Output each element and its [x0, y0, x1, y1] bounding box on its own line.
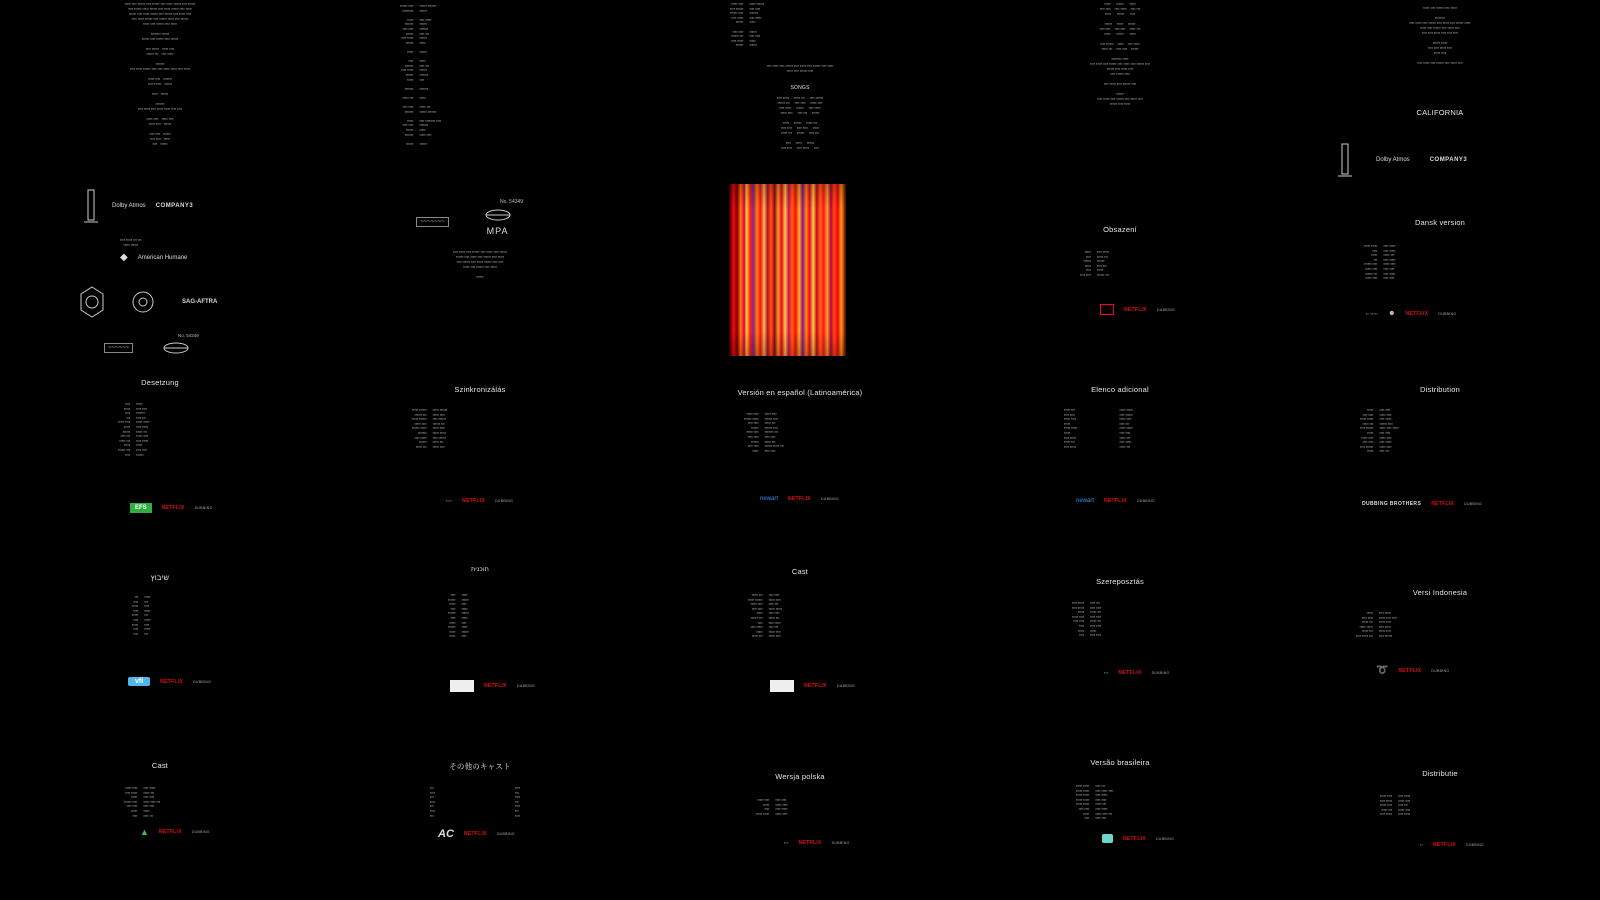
- vendor-logo: ▪▪▪▪: [446, 499, 453, 503]
- dubbing-label: DUBBING: [836, 684, 855, 688]
- credits-paragraph: ▪▪▪▪▪ ▪▪▪▪ ▪▪▪▪▪▪ ▪▪▪▪ ▪▪▪▪▪ ▪▪▪▪▪▪▪▪ ▪▪▪▪ ▪▪▪▪▪ ▪▪▪▪ ▪▪▪▪▪▪ ▪▪▪▪ ▪▪▪▪▪ ▪▪▪▪ ▪▪▪▪▪▪ ▪▪▪▪▪ ▪▪▪▪▪ ▪▪▪▪ ▪▪▪▪▪▪ ▪▪▪▪ ▪▪▪▪▪ ▪▪▪▪ ▪▪▪▪ ▪▪▪▪ ▪▪▪▪▪ ▪▪▪▪ ▪▪▪▪ ▪▪▪▪ ▪▪▪▪▪▪ ▪▪▪▪▪ ▪▪▪▪ ▪▪▪▪ ▪▪▪▪▪ ▪▪▪▪ ▪▪▪▪▪ ▪▪▪▪ ▪▪▪▪ ▪▪▪▪▪ ▪▪▪▪ ▪▪▪▪▪▪ ▪▪▪▪ ▪▪▪▪▪ ▪▪▪▪: [1409, 6, 1471, 65]
- dolby-logo: Dolby Atmos: [112, 203, 146, 209]
- credit-list: ▪▪▪▪▪ ▪▪▪▪ ▪▪▪▪▪ ▪▪▪▪ ▪▪▪▪▪ ▪▪▪▪▪ ▪▪▪▪ ▪▪▪▪ ▪▪▪▪▪ ▪▪▪▪ ▪▪▪▪ ▪▪▪▪▪ ▪▪▪▪▪ ▪▪▪▪: [756, 798, 788, 816]
- panel-title: תוכנית: [471, 567, 489, 573]
- newart-logo: newart: [760, 496, 779, 502]
- credits-panel-cast: [640, 555, 960, 725]
- globe-seal-icon: [163, 342, 189, 354]
- netflix-logo: NETFLIX: [1104, 498, 1127, 504]
- california-logo: CALIFORNIA: [1416, 108, 1464, 117]
- signature-logo: ~~~~~~~: [416, 217, 449, 227]
- panel-logos: [784, 840, 850, 846]
- iatse-seal-icon: [80, 286, 104, 318]
- legal-disclaimer: ▪▪▪▪ ▪▪▪▪▪ ▪▪▪▪ ▪▪▪▪▪▪ ▪▪▪▪ ▪▪▪▪▪ ▪▪▪▪ ▪▪▪▪▪▪ ▪▪▪▪▪▪ ▪▪▪▪ ▪▪▪▪▪ ▪▪▪▪ ▪▪▪▪▪▪ ▪▪▪▪ ▪▪▪▪▪ ▪▪▪▪ ▪▪▪▪▪▪ ▪▪▪▪ ▪▪▪▪▪ ▪▪▪▪▪▪ ▪▪▪▪ ▪▪▪▪ ▪▪▪▪▪ ▪▪▪▪ ▪▪▪▪▪▪ ▪▪▪▪ ▪▪▪▪▪ ▪▪▪▪▪▪: [453, 250, 507, 279]
- credits-panel-distributie: [1280, 740, 1600, 900]
- credits-grid: ▪▪▪▪▪ ▪▪▪▪▪▪ ▪▪▪▪▪ ▪▪▪▪ ▪▪▪▪ ▪▪▪▪ ▪▪▪▪▪ ▪▪▪▪ ▪▪▪ ▪▪▪▪▪ ▪▪▪▪▪▪ ▪▪▪▪ ▪▪▪▪▪▪ ▪▪▪▪▪ ▪▪▪▪▪▪ ▪▪▪▪ ▪▪▪▪ ▪▪▪▪ ▪▪▪▪ ▪▪▪▪▪ ▪▪▪ ▪▪▪▪▪ ▪▪▪▪▪▪ ▪▪▪▪▪ ▪▪▪▪ ▪▪▪▪▪▪ ▪▪▪▪▪ ▪▪▪▪ ▪▪▪▪▪ ▪▪▪▪▪ ▪▪▪ ▪▪▪▪ ▪▪▪▪ ▪▪▪▪▪▪ ▪▪▪▪▪▪▪▪ ▪▪▪▪▪ ▪▪▪▪ ▪▪▪▪▪ ▪▪▪▪ ▪▪▪▪▪▪ ▪▪▪▪ ▪▪▪▪▪ ▪▪▪▪ ▪▪▪▪▪▪ ▪▪▪▪ ▪▪▪▪▪▪ ▪▪▪▪ ▪▪▪▪▪ ▪▪▪▪ ▪▪▪▪ ▪▪▪▪▪▪ ▪▪▪▪ ▪▪▪▪ ▪▪▪▪▪ ▪▪▪▪ ▪▪▪▪▪▪ ▪▪▪▪ ▪▪▪▪▪▪ ▪▪▪▪ ▪▪▪▪▪ ▪▪▪▪ ▪▪▪▪▪▪ ▪▪▪▪ ▪▪▪▪▪ ▪▪▪▪ ▪▪▪▪▪▪ ▪▪▪▪ ▪▪▪▪▪: [1090, 2, 1150, 106]
- panel-title: Distributie: [1422, 769, 1458, 778]
- panel-title: Cast: [151, 761, 169, 770]
- panel-title: Elenco adicional: [1091, 385, 1149, 394]
- dubbing-label: DUBBING: [1431, 668, 1450, 673]
- logo-row-bottom: [104, 342, 189, 354]
- credits-panel-espanol: [640, 370, 960, 545]
- diamond-icon: ◆: [120, 252, 128, 263]
- dubbing-label: DUBBING: [820, 497, 839, 501]
- netflix-logo: NETFLIX: [160, 678, 184, 685]
- panel-title: Versi Indonesia: [1412, 588, 1468, 597]
- dubbing-label: DUBBING: [193, 679, 212, 684]
- mpa-logo: MPA: [486, 226, 509, 236]
- credits-panel-1: [0, 0, 320, 360]
- company3-logo: COMPANY3: [1429, 157, 1468, 163]
- credits-panel-desetzung: [0, 370, 320, 545]
- credits-panel-elenco: [960, 370, 1280, 545]
- certificate-number: No. 54349: [500, 199, 524, 205]
- netflix-logo: NETFLIX: [463, 831, 487, 837]
- dubbing-label: DUBBING: [831, 841, 850, 845]
- swirl-logo-icon: ➰: [1376, 665, 1389, 676]
- credit-list: ▪▪▪▪▪ ▪▪▪ ▪▪▪▪ ▪▪▪▪ ▪▪▪▪▪ ▪▪▪▪ ▪▪▪▪▪ ▪▪▪▪▪ ▪▪▪▪▪ ▪▪▪▪▪ ▪▪▪▪ ▪▪▪▪▪ ▪▪▪▪▪ ▪▪▪ ▪▪▪▪ ▪▪▪▪▪ ▪▪▪▪▪ ▪▪▪▪▪ ▪▪▪▪ ▪▪▪▪▪▪ ▪▪▪▪▪ ▪▪▪▪ ▪▪▪▪ ▪▪▪ ▪▪▪▪▪ ▪▪▪▪▪ ▪▪▪▪ ▪▪▪▪ ▪▪▪▪▪ ▪▪▪ ▪▪▪▪ ▪▪▪▪▪ ▪▪▪▪▪ ▪▪▪: [1064, 408, 1133, 449]
- dubbing-label: DUBBING: [1464, 502, 1483, 506]
- credit-list: ▪▪▪▪▪ ▪▪▪▪▪▪ ▪▪▪▪▪▪ ▪▪▪ ▪▪▪▪▪ ▪▪▪▪▪▪ ▪▪▪▪▪ ▪▪▪▪ ▪▪▪▪▪▪ ▪▪▪▪▪ ▪▪▪▪▪▪▪ ▪▪▪▪ ▪▪▪▪▪ ▪▪▪▪▪▪ ▪▪▪▪▪ ▪▪▪ ▪▪▪▪▪ ▪▪▪▪▪▪ ▪▪▪▪▪ ▪▪▪▪ ▪▪▪▪ ▪▪▪▪▪▪ ▪▪▪▪▪▪ ▪▪▪ ▪▪▪▪▪ ▪▪▪▪ ▪▪▪▪▪ ▪▪▪▪▪ ▪▪▪▪ ▪▪▪▪▪▪ ▪▪▪▪▪ ▪▪▪ ▪▪▪▪▪ ▪▪▪▪: [412, 408, 448, 449]
- songs-list: ▪▪▪▪ ▪▪▪▪▪ ▪▪▪▪▪ ▪▪▪ ▪▪▪▪ ▪▪▪▪▪▪ ▪▪▪▪▪▪ ▪▪▪ ▪▪▪▪ ▪▪▪▪ ▪▪▪▪▪ ▪▪▪▪ ▪▪▪▪ ▪▪▪▪▪ ▪▪▪▪▪▪ ▪▪▪▪ ▪▪▪▪▪ ▪▪▪▪▪ ▪▪▪▪ ▪▪▪▪ ▪▪▪ ▪▪▪▪▪▪ ▪▪▪▪▪ ▪▪▪▪▪▪ ▪▪▪▪▪ ▪▪▪ ▪▪▪▪ ▪▪▪▪ ▪▪▪▪ ▪▪▪▪ ▪▪▪▪▪ ▪▪▪▪▪ ▪▪▪ ▪▪▪▪▪▪ ▪▪▪▪ ▪▪▪ ▪▪▪▪ ▪▪▪▪▪ ▪▪▪▪▪▪ ▪▪▪▪ ▪▪▪▪ ▪▪▪▪ ▪▪▪▪▪ ▪▪▪▪: [776, 96, 824, 150]
- vendor-logo: ▪▪▪: [1104, 671, 1109, 675]
- dubbing-label: DUBBING: [516, 684, 535, 688]
- dubbing-label: DUBBING: [496, 832, 515, 836]
- tower-logo-icon: [80, 188, 102, 224]
- dubbing-label: DUBBING: [1466, 843, 1485, 847]
- panel-logos: [128, 677, 211, 686]
- netflix-logo: NETFLIX: [1431, 501, 1455, 507]
- newart-logo: newart: [1076, 498, 1095, 504]
- signature-logo: ~~~~~~: [104, 343, 133, 353]
- logo-row: [416, 208, 511, 236]
- vendor-logo-box: [450, 680, 474, 692]
- netflix-logo: NETFLIX: [1433, 842, 1457, 848]
- credit-list: ▪▪▪▪▪ ▪▪▪▪ ▪▪▪▪ ▪▪▪▪▪ ▪▪▪▪▪ ▪▪▪▪▪ ▪▪▪ ▪▪▪▪ ▪▪▪▪▪▪ ▪▪▪▪▪ ▪▪▪▪▪ ▪▪▪▪ ▪▪▪▪ ▪▪▪▪ ▪▪▪▪ ▪▪▪▪▪▪ ▪▪▪▪▪ ▪▪▪▪ ▪▪▪▪ ▪▪▪▪▪ ▪▪▪▪ ▪▪▪▪ ▪▪▪▪▪ ▪▪▪▪▪▪ ▪▪▪▪ ▪▪▪▪▪ ▪▪▪▪ ▪▪▪▪▪ ▪▪▪▪ ▪▪▪▪ ▪▪▪▪▪ ▪▪▪▪ ▪▪▪▪ ▪▪▪▪▪ ▪▪▪▪▪ ▪▪▪▪ ▪▪▪▪ ▪▪▪: [1360, 408, 1399, 454]
- credit-list: ▪▪▪▪ ▪▪▪▪▪▪ ▪▪▪▪▪ ▪▪▪▪ ▪▪▪▪▪▪ ▪▪▪▪ ▪▪▪▪▪ ▪▪▪▪▪▪ ▪▪▪▪▪ ▪▪▪▪▪ ▪▪▪▪▪ ▪▪▪▪▪▪ ▪▪▪▪ ▪▪▪▪▪ ▪▪▪▪▪▪ ▪▪▪▪▪ ▪▪▪▪ ▪▪▪▪▪ ▪▪▪▪▪▪ ▪▪▪▪: [448, 593, 469, 639]
- credits-panel-japanese: [320, 740, 640, 900]
- netflix-logo: NETFLIX: [1398, 667, 1422, 674]
- credits-panel-4: [960, 0, 1280, 360]
- panel-logos: [450, 680, 535, 692]
- logo-row-1: [80, 188, 193, 224]
- panel-logos: [130, 503, 213, 513]
- netflix-logo: NETFLIX: [462, 498, 486, 504]
- dubbing-label: DUBBING: [191, 830, 210, 834]
- credits-panel-distribution: [1280, 370, 1600, 545]
- panel-logos: [1100, 304, 1175, 315]
- globe-seal-icon: [485, 209, 511, 221]
- netflix-logo: NETFLIX: [788, 496, 811, 502]
- panel-title: Szinkronizálás: [454, 385, 506, 394]
- light-streak-image: [729, 184, 846, 356]
- credits-panel-program: [320, 555, 640, 725]
- panel-title: Distribution: [1420, 385, 1460, 394]
- credits-panel-cast-2: [0, 740, 320, 900]
- credits-panel-5: [1280, 0, 1600, 360]
- vendor-logo-box: [770, 680, 794, 692]
- vendor-logo: ▪▪: [1420, 843, 1424, 847]
- dubbing-label: DUBBING: [194, 506, 213, 510]
- credits-paragraph: ▪▪▪▪ ▪▪▪▪▪ ▪▪▪▪ ▪▪▪▪▪▪ ▪▪▪▪ ▪▪▪▪▪ ▪▪▪▪ ▪▪▪▪▪▪ ▪▪▪▪ ▪▪▪▪▪ ▪▪▪▪▪ ▪▪▪▪ ▪▪▪▪▪▪ ▪▪▪▪: [766, 64, 834, 73]
- dubbing-label: DUBBING: [1438, 311, 1457, 316]
- netflix-logo: NETFLIX: [1118, 670, 1142, 676]
- vendor-logo: ▪▪▪: [784, 841, 789, 845]
- panel-logos: [1362, 501, 1482, 507]
- panel-title: Desetzung: [141, 378, 179, 387]
- sag-aftra-logo: SAG-AFTRA: [182, 299, 218, 305]
- logo-row-unions: [80, 286, 217, 318]
- company3-logo: COMPANY3: [155, 203, 194, 209]
- credit-list: ▪▪▪▪ ▪▪▪▪▪ ▪▪▪▪ ▪▪▪▪▪ ▪▪▪▪▪ ▪▪▪▪▪ ▪▪▪▪ ▪▪▪▪ ▪▪▪▪ ▪▪▪▪ ▪▪▪▪▪ ▪▪▪▪ ▪▪▪▪ ▪▪▪ ▪▪▪▪ ▪▪▪▪ ▪▪▪▪▪ ▪▪▪ ▪▪▪▪ ▪▪▪▪ ▪▪▪▪▪ ▪▪▪ ▪▪▪▪ ▪▪▪▪ ▪▪▪▪▪ ▪▪▪▪ ▪▪▪▪: [1072, 601, 1102, 638]
- ac-logo: AC: [438, 828, 454, 840]
- credit-list: ▪▪▪▪▪ ▪▪▪▪▪ ▪▪▪▪ ▪▪▪▪▪ ▪▪▪ ▪▪▪▪▪▪ ▪▪▪▪ ▪▪▪▪▪ ▪▪▪▪ ▪▪▪▪▪▪ ▪▪▪ ▪▪▪▪▪ ▪▪▪▪ ▪▪▪▪ ▪▪▪▪▪ ▪▪▪▪ ▪▪▪▪▪ ▪▪▪▪▪ ▪▪▪ ▪▪▪▪ ▪▪▪▪▪ ▪▪▪▪▪ ▪▪▪▪ ▪▪▪▪ ▪▪▪▪ ▪▪▪▪ ▪▪▪▪▪ ▪▪▪▪ ▪▪▪▪: [1364, 244, 1396, 281]
- netflix-logo: NETFLIX: [804, 683, 827, 689]
- logo-row: [1334, 142, 1467, 178]
- netflix-logo: NETFLIX: [798, 840, 822, 846]
- panel-logos: [1076, 498, 1155, 504]
- panel-logos: [1102, 834, 1174, 843]
- credit-list: ▪▪▪▪▪ ▪▪▪ ▪▪▪▪▪ ▪▪▪▪▪▪ ▪▪▪▪▪ ▪▪▪▪ ▪▪▪▪ ▪▪▪▪ ▪▪▪▪▪ ▪▪▪▪▪▪ ▪▪▪ ▪▪▪▪ ▪▪▪▪ ▪▪▪▪▪ ▪▪▪▪▪ ▪▪▪▪▪ ▪▪▪ ▪▪▪▪ ▪▪▪▪ ▪▪▪▪▪ ▪▪▪▪ ▪▪▪▪ ▪▪▪ ▪▪▪▪▪ ▪▪▪▪▪ ▪▪▪▪ ▪▪▪▪ ▪▪▪▪▪ ▪▪▪ ▪▪▪▪ ▪▪▪▪▪ ▪▪▪▪ ▪▪▪ ▪▪▪▪▪ ▪▪▪▪ ▪▪▪▪▪ ▪▪▪▪: [748, 593, 783, 639]
- credit-list: ▪▪▪▪▪▪ ▪▪▪▪ ▪▪▪▪▪▪▪▪▪ ▪▪▪▪▪ ▪▪▪▪▪▪▪ ▪▪▪▪ ▪▪▪▪ ▪▪▪▪▪▪ ▪▪▪▪ ▪▪▪▪▪ ▪▪▪▪▪▪ ▪▪▪▪▪ ▪▪▪▪ ▪▪▪▪▪▪▪ ▪▪▪▪ ▪▪▪▪▪ ▪▪▪▪▪▪ ▪▪▪▪▪ ▪▪▪▪▪▪▪ ▪▪▪▪▪ ▪▪▪ ▪▪▪▪ ▪▪▪▪ ▪▪▪▪▪▪▪ ▪▪▪▪▪ ▪▪▪▪ ▪▪▪▪ ▪▪▪▪▪▪ ▪▪▪▪▪▪▪ ▪▪▪▪▪▪ ▪▪▪▪▪▪ ▪▪▪▪▪▪▪ ▪▪▪▪▪▪ ▪▪▪▪ ▪▪▪▪▪ ▪▪▪▪▪▪ ▪▪▪▪▪▪▪ ▪▪▪▪ ▪▪▪ ▪▪▪▪▪▪ ▪▪▪▪▪ ▪▪▪▪▪▪ ▪▪▪▪▪ ▪▪▪▪ ▪▪▪ ▪▪▪▪▪▪ ▪▪▪▪▪▪▪ ▪▪▪▪ ▪▪▪▪▪▪▪ ▪▪▪▪▪ ▪▪▪▪▪ ▪▪▪ ▪▪▪▪▪▪ ▪▪▪▪▪▪▪ ▪▪▪▪ ▪▪▪▪▪▪▪▪ ▪▪▪▪ ▪▪▪▪▪▪▪ ▪▪▪▪▪ ▪▪▪▪▪ ▪▪▪▪ ▪▪▪▪▪▪: [400, 4, 442, 146]
- vendor-logo-icon: [1100, 304, 1114, 315]
- panel-logos: [446, 498, 513, 504]
- vendor-logo: ▪▪ ▪▪▪▪▪: [1366, 311, 1379, 316]
- credit-list: ▪▪▪▪▪ ▪▪▪▪ ▪▪▪▪ ▪▪▪▪▪▪ ▪▪▪▪▪▪ ▪▪▪▪ ▪▪▪▪ ▪▪▪▪▪ ▪▪▪▪▪▪ ▪▪▪▪ ▪▪▪▪ ▪▪▪▪▪▪ ▪▪▪ ▪▪▪▪ ▪▪▪▪▪ ▪▪▪▪▪▪ ▪▪▪▪▪ ▪▪▪▪▪▪ ▪▪▪▪ ▪▪▪▪ ▪▪▪▪▪▪▪ ▪▪▪▪ ▪▪▪▪▪ ▪▪▪▪▪ ▪▪▪▪▪▪ ▪▪▪▪ ▪▪▪▪ ▪▪▪▪▪ ▪▪▪▪▪▪: [730, 2, 765, 48]
- netflix-logo: NETFLIX: [1405, 310, 1429, 317]
- panel-logos: [140, 827, 210, 837]
- netflix-logo: NETFLIX: [158, 829, 182, 835]
- panel-logos: [1376, 665, 1449, 676]
- netflix-logo: NETFLIX: [161, 505, 185, 511]
- panel-logos: [1366, 310, 1456, 317]
- credits-panel-2: [320, 0, 640, 360]
- credits-panel-indonesia: [1280, 555, 1600, 725]
- credits-panel-polish: [640, 740, 960, 900]
- panel-title: Dansk version: [1414, 218, 1466, 227]
- american-humane-text: American Humane: [137, 254, 188, 261]
- chat-bubble-logo-icon: [1102, 834, 1113, 843]
- netflix-logo: NETFLIX: [484, 683, 507, 689]
- panel-logos: [760, 496, 839, 502]
- credit-list: ▪▪▪ ▪▪▪▪ ▪▪▪▪▪ ▪▪▪▪ ▪▪▪▪▪ ▪▪▪▪ ▪▪▪▪▪ ▪▪▪▪ ▪▪▪▪ ▪▪▪▪▪ ▪▪▪ ▪▪▪▪ ▪▪▪▪▪ ▪▪▪ ▪▪▪▪▪ ▪▪▪▪ ▪▪▪▪▪ ▪▪▪: [132, 595, 151, 636]
- dubbing-label: DUBBING: [1136, 499, 1155, 503]
- dubbing-label: DUBBING: [1156, 307, 1175, 312]
- panel-logos: [770, 680, 855, 692]
- panel-title: Szereposztás: [1096, 577, 1144, 586]
- panel-logos: [1420, 842, 1484, 848]
- dense-credits-block: ▪▪▪▪▪ ▪▪▪▪ ▪▪▪▪▪▪ ▪▪▪▪ ▪▪▪▪▪▪ ▪▪▪▪ ▪▪▪▪▪ ▪▪▪▪▪▪ ▪▪▪▪ ▪▪▪▪▪▪ ▪▪▪▪ ▪▪▪▪▪▪ ▪▪▪▪▪ ▪▪▪▪▪▪ ▪▪▪▪ ▪▪▪▪▪ ▪▪▪▪▪▪ ▪▪▪▪ ▪▪▪▪▪ ▪▪▪▪▪▪ ▪▪▪▪ ▪▪▪▪▪ ▪▪▪▪▪▪ ▪▪▪▪ ▪▪▪▪▪▪ ▪▪▪▪ ▪▪▪▪▪ ▪▪▪▪ ▪▪▪▪ ▪▪▪▪▪ ▪▪▪▪▪▪ ▪▪▪▪ ▪▪▪▪▪▪ ▪▪▪▪▪ ▪▪▪▪ ▪▪▪▪▪▪ ▪▪▪▪▪ ▪▪▪▪ ▪▪▪▪▪▪ ▪▪▪▪ ▪▪▪▪▪ ▪▪▪▪▪▪▪▪ ▪▪▪▪▪▪ ▪▪▪▪▪▪ ▪▪▪▪ ▪▪▪▪▪▪ ▪▪▪▪ ▪▪▪▪▪▪ ▪▪▪▪ ▪▪▪▪▪▪ ▪▪▪▪▪ ▪▪▪▪ ▪▪▪▪▪▪ ▪▪▪ ▪▪▪▪ ▪▪▪▪▪ ▪▪▪▪▪▪▪ ▪▪▪▪ ▪▪▪▪▪ ▪▪▪▪▪▪ ▪▪▪▪ ▪▪▪▪ ▪▪▪▪▪ ▪▪▪▪▪ ▪▪▪▪ ▪▪▪▪▪ ▪▪▪▪▪ ▪▪▪▪ ▪▪▪▪▪▪▪ ▪▪▪▪ ▪▪▪▪▪▪ ▪▪▪▪▪▪ ▪▪▪▪▪ ▪▪▪▪▪▪ ▪▪▪▪▪▪▪ ▪▪▪▪ ▪▪▪▪▪ ▪▪▪▪ ▪▪▪▪▪ ▪▪▪▪▪ ▪▪▪▪ ▪▪▪▪ ▪▪▪▪▪ ▪▪▪▪ ▪▪▪▪▪ ▪▪▪▪ ▪▪▪▪▪ ▪▪▪▪ ▪▪▪▪▪▪ ▪▪▪▪ ▪▪▪▪ ▪▪▪▪▪▪ ▪▪▪▪ ▪▪▪▪ ▪▪▪▪▪ ▪▪▪▪ ▪▪▪▪▪▪: [124, 2, 196, 146]
- efs-badge: EFS: [130, 503, 152, 513]
- panel-title: Versión en español (Latinoamérica): [737, 388, 863, 397]
- credits-panel-brasileira: [960, 740, 1280, 900]
- credit-list: ▪▪▪▪▪ ▪▪▪▪▪ ▪▪▪▪▪ ▪▪▪▪▪ ▪▪▪▪▪ ▪▪▪▪▪ ▪▪▪▪▪ ▪▪▪▪▪ ▪▪▪▪▪ ▪▪▪▪▪ ▪▪▪▪ ▪▪▪▪ ▪▪▪▪▪ ▪▪▪▪ ▪▪▪▪ ▪▪▪ ▪▪▪▪ ▪▪▪▪▪ ▪▪▪▪ ▪▪▪▪ ▪▪▪▪▪ ▪▪▪▪ ▪▪▪▪ ▪▪▪▪▪ ▪▪▪ ▪▪▪▪ ▪▪▪▪▪ ▪▪▪▪▪ ▪▪▪▪ ▪▪▪ ▪▪▪▪ ▪▪▪▪: [1076, 784, 1114, 821]
- tree-logo-icon: ▲: [140, 827, 149, 837]
- skull-icon: ☻: [1388, 310, 1396, 317]
- american-humane-logo: ▪▪▪▪ ▪▪▪▪▪ ▪▪▪ ▪▪▪ ▪▪▪▪▪ ▪▪▪▪▪▪: [120, 238, 142, 247]
- credit-list: ▪▪▪▪▪ ▪▪▪▪ ▪▪▪▪ ▪▪▪▪▪ ▪▪▪▪▪ ▪▪▪▪▪▪ ▪▪▪▪ ▪▪▪▪ ▪▪▪▪ ▪▪▪▪▪ ▪▪▪▪ ▪▪▪▪ ▪▪▪▪▪ ▪▪▪▪▪ ▪▪▪ ▪▪▪▪ ▪▪▪▪ ▪▪▪▪▪ ▪▪▪▪ ▪▪▪ ▪▪▪▪ ▪▪▪▪ ▪▪▪▪▪ ▪▪▪▪ ▪▪▪: [124, 786, 161, 818]
- dubbing-brothers-logo: DUBBING BROTHERS: [1362, 501, 1422, 507]
- netflix-logo: NETFLIX: [1124, 306, 1147, 313]
- netflix-logo: NETFLIX: [1123, 835, 1146, 842]
- credit-list: ▪▪▪ ▪▪▪▪ ▪▪▪ ▪▪▪▪ ▪▪▪ ▪▪▪▪ ▪▪▪ ▪▪▪▪ ▪▪▪ ▪▪▪▪ ▪▪▪ ▪▪▪▪ ▪▪▪ ▪▪▪▪: [430, 786, 520, 818]
- panel-title: その他のキャスト: [449, 762, 511, 771]
- certificate-number: No. 54349: [178, 333, 199, 338]
- credit-list: ▪▪▪▪▪ ▪▪▪▪ ▪▪▪▪▪▪ ▪▪▪▪▪ ▪▪▪▪ ▪▪▪▪ ▪▪▪▪▪▪ ▪▪▪▪▪ ▪▪▪▪ ▪▪▪▪ ▪▪▪▪ ▪▪▪▪▪▪ ▪▪▪▪ ▪▪▪▪ ▪▪▪▪▪ ▪▪▪▪▪ ▪▪▪▪ ▪▪▪▪▪▪ ▪▪▪▪ ▪▪▪▪▪ ▪▪▪ ▪▪▪▪▪▪ ▪▪▪▪ ▪▪▪▪▪▪▪ ▪▪▪ ▪▪▪▪ ▪▪▪▪ ▪▪▪▪▪ ▪▪▪ ▪▪▪▪▪▪ ▪▪▪▪▪ ▪▪▪ ▪▪▪▪ ▪▪▪▪: [744, 412, 784, 453]
- songs-heading: SONGS: [790, 85, 810, 91]
- tower-logo-icon: [1334, 142, 1356, 178]
- panel-title: Wersja polska: [775, 772, 825, 781]
- dubbing-label: DUBBING: [1155, 836, 1174, 841]
- credits-panel-szereposztas: [960, 555, 1280, 725]
- dolby-logo: Dolby Atmos: [1376, 157, 1410, 163]
- dubbing-label: DUBBING: [1151, 671, 1170, 675]
- credits-panel-szinkron: [320, 370, 640, 545]
- credit-list: ▪▪▪▪ ▪▪▪▪▪ ▪▪▪▪ ▪▪▪ ▪▪▪▪▪ ▪▪▪▪ ▪▪▪▪▪ ▪▪▪▪▪▪ ▪▪▪▪ ▪▪▪ ▪▪▪▪▪ ▪▪▪ ▪▪▪▪▪ ▪▪▪▪▪▪ ▪▪▪ ▪▪▪▪ ▪▪▪▪▪ ▪▪▪▪ ▪▪▪▪ ▪▪▪▪▪▪▪ ▪▪▪▪ ▪▪▪ ▪▪▪▪▪ ▪▪▪▪▪ ▪▪▪▪ ▪▪▪▪▪ ▪▪▪▪▪ ▪▪▪ ▪▪▪▪▪ ▪▪▪▪ ▪▪▪▪ ▪▪▪▪▪ ▪▪▪▪▪ ▪▪▪▪ ▪▪▪▪ ▪▪▪▪▪▪: [118, 402, 150, 457]
- teamsters-seal-icon: [130, 289, 156, 315]
- credit-list: ▪▪▪▪▪ ▪▪▪▪ ▪▪▪▪ ▪▪▪▪▪ ▪▪▪ ▪▪▪▪▪ ▪▪▪▪▪ ▪▪▪▪▪ ▪▪▪ ▪▪▪▪ ▪▪▪▪▪ ▪▪▪ ▪▪▪▪ ▪▪▪▪▪ ▪▪▪▪▪ ▪▪▪▪ ▪▪▪▪ ▪▪▪▪▪ ▪▪▪▪ ▪▪▪▪ ▪▪▪▪▪ ▪▪▪▪▪ ▪▪▪▪ ▪▪▪▪ ▪▪▪▪▪▪: [1356, 611, 1397, 638]
- vfi-badge: vfi: [128, 677, 150, 686]
- panel-title: Cast: [791, 567, 809, 576]
- panel-title: Versão brasileira: [1090, 758, 1150, 767]
- credit-list: ▪▪▪▪▪ ▪▪▪▪ ▪▪▪▪ ▪▪▪▪▪ ▪▪▪▪▪ ▪▪▪▪ ▪▪▪▪▪ ▪▪▪ ▪▪▪▪ ▪▪▪▪▪ ▪▪▪▪ ▪▪▪▪▪ ▪▪▪▪▪ ▪▪▪▪ ▪▪▪▪ ▪▪▪ ▪▪▪▪▪ ▪▪▪▪ ▪▪▪▪ ▪▪▪▪▪: [1380, 794, 1411, 817]
- credit-list: ▪▪▪▪▪ ▪▪▪▪ ▪▪▪▪▪▪ ▪▪▪▪▪ ▪▪▪▪ ▪▪▪▪ ▪▪▪▪ ▪▪▪▪ ▪▪▪▪▪ ▪▪▪▪▪ ▪▪▪ ▪▪▪▪▪▪ ▪▪▪▪ ▪▪▪ ▪▪▪▪▪ ▪▪▪▪▪▪ ▪▪▪: [1080, 250, 1110, 277]
- panel-title: שיבוץ: [150, 573, 170, 582]
- panel-logos: [1104, 670, 1170, 676]
- dubbing-label: DUBBING: [495, 499, 514, 503]
- credits-panel-hebrew: [0, 555, 320, 725]
- panel-title: Obsazení: [1103, 225, 1137, 234]
- panel-logos: [438, 828, 515, 840]
